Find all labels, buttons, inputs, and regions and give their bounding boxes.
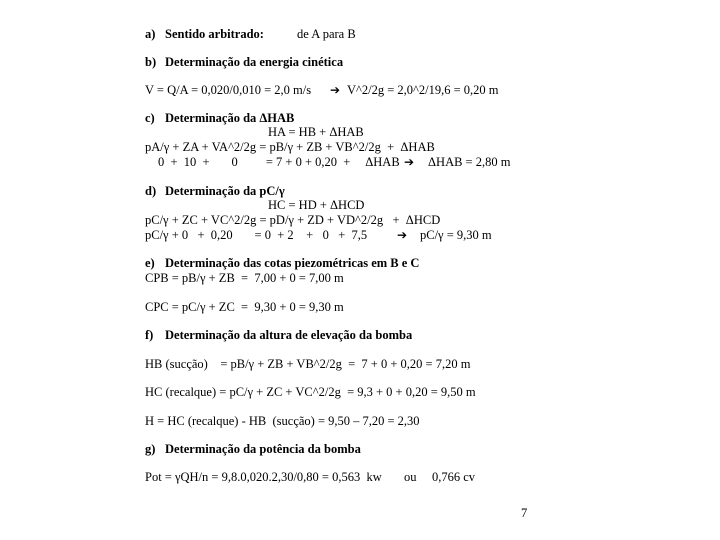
right-arrow-icon: ➔ (330, 83, 341, 97)
section-d-title (165, 184, 285, 198)
section-g-label: g) (145, 442, 156, 456)
section-c-equation-3-right: ΔHAB = 2,80 m (428, 155, 511, 169)
section-f-label: f) (145, 328, 154, 342)
section-f-equation-1: HB (sucção) = pB/γ + ZB + VB^2/2g = 7 + 0 + 0,20 = 7,20 m (145, 357, 471, 371)
section-b-equation-right: V^2/2g = 2,0^2/19,6 = 0,20 m (347, 83, 499, 97)
section-g-equation-or: ou (404, 470, 417, 484)
section-c-title-text: Determinação da (165, 111, 260, 125)
section-e-title: Determinação das cotas piezométricas em B e C (165, 256, 420, 270)
page-number: 7 (521, 506, 528, 520)
section-b-equation-left: V = Q/A = 0,020/0,010 = 2,0 m/s (145, 83, 312, 97)
right-arrow-icon: ➔ (404, 155, 415, 169)
section-a-value: de A para B (297, 27, 356, 41)
section-f-title: Determinação da altura de elevação da bomba (165, 328, 413, 342)
section-c-title (165, 111, 294, 125)
section-e-equation-2: CPC = pC/γ + ZC = 9,30 + 0 = 9,30 m (145, 300, 344, 314)
section-c-label: c) (145, 111, 155, 125)
section-d-equation-3-left: pC/γ + 0 + 0,20 = 0 + 2 + 0 + 7,5 (145, 228, 368, 242)
section-d-equation-1: HC = HD + ΔHCD (268, 198, 365, 212)
section-a-label: a) (145, 27, 156, 41)
section-c-title-symbol: ΔHAB (259, 111, 295, 125)
section-g-equation-left: Pot = γQH/n = 9,8.0,020.2,30/0,80 = 0,563 kw (145, 470, 382, 484)
section-d-title-symbol: γ (278, 184, 285, 198)
section-g-title: Determinação da potência da bomba (165, 442, 361, 456)
section-g-equation-right: 0,766 cv (432, 470, 476, 484)
section-c-equation-2: pA/γ + ZA + VA^2/2g = pB/γ + ZB + VB^2/2g + ΔHAB (145, 140, 435, 154)
section-d-equation-3-right: pC/γ = 9,30 m (420, 228, 492, 242)
section-e-equation-1: CPB = pB/γ + ZB = 7,00 + 0 = 7,00 m (145, 271, 344, 285)
section-a-title: Sentido arbitrado: (165, 27, 264, 41)
section-c-equation-3-left: 0 + 10 + 0 = 7 + 0 + 0,20 + ΔHAB (158, 155, 400, 169)
section-c-equation-1: HA = HB + ΔHAB (268, 125, 364, 139)
section-b-title: Determinação da energia cinética (165, 55, 344, 69)
section-f-equation-2: HC (recalque) = pC/γ + ZC + VC^2/2g = 9,3 + 0 + 0,20 = 9,50 m (145, 385, 476, 399)
section-d-label: d) (145, 184, 157, 198)
section-d-title-text: Determinação da pC/ (165, 184, 279, 198)
section-e-label: e) (145, 256, 155, 270)
section-f-equation-3: H = HC (recalque) - HB (sucção) = 9,50 – 7,20 = 2,30 (145, 414, 420, 428)
section-d-equation-2: pC/γ + ZC + VC^2/2g = pD/γ + ZD + VD^2/2g + ΔHCD (145, 213, 441, 227)
section-b-label: b) (145, 55, 157, 69)
right-arrow-icon: ➔ (397, 228, 408, 242)
